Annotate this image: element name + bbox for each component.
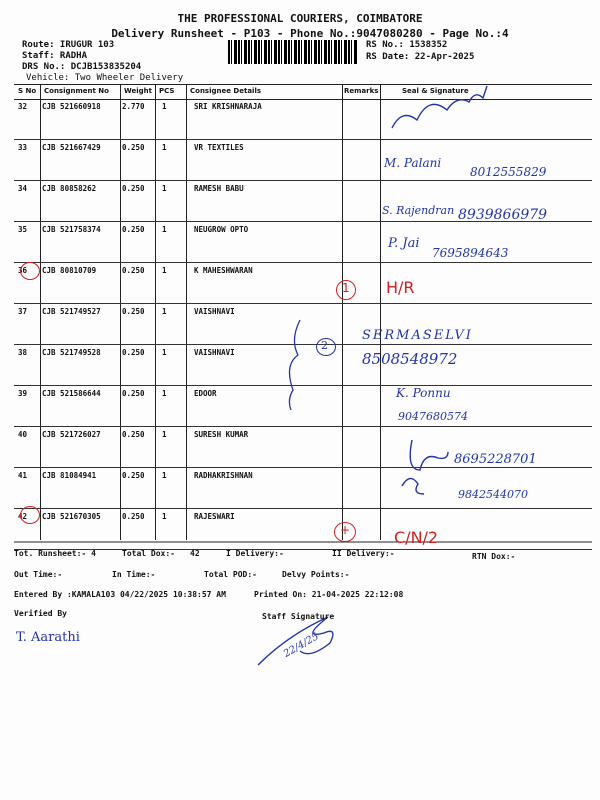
- remark-row-36: H/R: [386, 278, 415, 297]
- signature-scribble: [392, 86, 487, 128]
- staff-signature-date: 22/4/25: [281, 631, 321, 660]
- row-consignee: SURESH KUMAR: [194, 430, 249, 439]
- row-pcs: 1: [162, 348, 167, 357]
- signature-row-39: K. Ponnu: [396, 386, 451, 400]
- company-title: THE PROFESSIONAL COURIERS, COIMBATORE: [177, 12, 423, 25]
- row-consignment: CJB 521758374: [42, 225, 101, 234]
- row-consignee: RAJESWARI: [194, 512, 235, 521]
- row-pcs: 1: [162, 389, 167, 398]
- in-time: In Time:-: [112, 570, 156, 579]
- signature-scribble: [410, 440, 448, 470]
- drs-label: DRS No.: DCJB153835204: [22, 62, 142, 72]
- col-consignment: Consignment No: [44, 87, 109, 95]
- vehicle-label: Vehicle: Two Wheeler Delivery: [26, 73, 184, 83]
- delvy-points: Delvy Points:-: [282, 570, 350, 579]
- row-weight: 0.250: [122, 143, 145, 152]
- row-sno: 36: [18, 266, 28, 275]
- row-sno: 39: [18, 389, 28, 398]
- row-consignee: SRI KRISHNARAJA: [194, 102, 262, 111]
- row-consignee: VAISHNAVI: [194, 348, 235, 357]
- row-weight: 0.250: [122, 225, 145, 234]
- col-seal: Seal & Signature: [402, 87, 469, 95]
- phone-row-40: 8695228701: [454, 452, 537, 467]
- mark-row-42: +: [340, 523, 351, 537]
- row-consignment: CJB 521667429: [42, 143, 101, 152]
- ii-delivery: II Delivery:-: [332, 549, 395, 558]
- phone-row-41: 9842544070: [458, 488, 528, 501]
- row-consignment: CJB 521749527: [42, 307, 101, 316]
- row-weight: 0.250: [122, 348, 145, 357]
- row-pcs: 1: [162, 266, 167, 275]
- row-consignee: NEUGROW OPTO: [194, 225, 249, 234]
- rs-date: RS Date: 22-Apr-2025: [366, 52, 475, 62]
- row-sno: 40: [18, 430, 28, 439]
- col-remarks: Remarks: [344, 87, 379, 95]
- signature-row-34: S. Rajendran: [382, 204, 455, 217]
- tot-runsheet: Tot. Runsheet:- 4: [14, 549, 96, 558]
- row-weight: 2.770: [122, 102, 145, 111]
- col-sno: S No: [18, 87, 37, 95]
- row-pcs: 1: [162, 512, 167, 521]
- col-pcs: PCS: [159, 87, 175, 95]
- row-consignee: VR TEXTILES: [194, 143, 244, 152]
- entered-by: Entered By :KAMALA103 04/22/2025 10:38:57 AM: [14, 590, 226, 599]
- col-consignee: Consignee Details: [190, 87, 262, 95]
- row-sno: 33: [18, 143, 28, 152]
- col-weight: Weight: [124, 87, 152, 95]
- row-consignee: RAMESH BABU: [194, 184, 244, 193]
- verified-by: Verified By: [14, 609, 67, 618]
- row-pcs: 1: [162, 307, 167, 316]
- mark-row-36: 1: [342, 281, 350, 295]
- row-sno: 41: [18, 471, 28, 480]
- row-pcs: 1: [162, 184, 167, 193]
- phone-row-39: 9047680574: [398, 410, 468, 423]
- row-sno: 42: [18, 512, 28, 521]
- total-dox-value: 42: [190, 549, 200, 558]
- remark-row-42: C/N/2: [394, 528, 439, 547]
- total-dox-label: Total Dox:-: [122, 549, 175, 558]
- row-consignment: CJB 521726027: [42, 430, 101, 439]
- row-weight: 0.250: [122, 430, 145, 439]
- signature-row-35: P. Jai: [388, 236, 420, 251]
- row-pcs: 1: [162, 471, 167, 480]
- printed-on: Printed On: 21-04-2025 22:12:08: [254, 590, 404, 599]
- staff-label: Staff: RADHA: [22, 51, 88, 61]
- row-pcs: 1: [162, 143, 167, 152]
- row-pcs: 1: [162, 102, 167, 111]
- row-pcs: 1: [162, 225, 167, 234]
- row-weight: 0.250: [122, 184, 145, 193]
- row-consignment: CJB 521670305: [42, 512, 101, 521]
- row-weight: 0.250: [122, 389, 145, 398]
- phone-row-35: 7695894643: [432, 246, 509, 260]
- mark-row-37: 2: [321, 339, 328, 352]
- row-weight: 0.250: [122, 266, 145, 275]
- phone-row-37: 8508548972: [362, 350, 458, 368]
- red-circle-sno: [20, 506, 40, 524]
- total-pod: Total POD:-: [204, 570, 257, 579]
- row-consignment: CJB 521660918: [42, 102, 101, 111]
- row-sno: 34: [18, 184, 28, 193]
- row-sno: 37: [18, 307, 28, 316]
- signature-row-37: SERMASELVI: [362, 328, 473, 343]
- signature-scribble: [402, 478, 424, 494]
- phone-row-34: 8939866979: [458, 207, 548, 223]
- row-consignment: CJB 521586644: [42, 389, 101, 398]
- row-pcs: 1: [162, 430, 167, 439]
- i-delivery: I Delivery:-: [226, 549, 284, 558]
- row-sno: 32: [18, 102, 28, 111]
- row-consignment: CJB 521749528: [42, 348, 101, 357]
- rs-number: RS No.: 1538352: [366, 40, 448, 50]
- red-circle-sno: [20, 262, 40, 280]
- runsheet-subtitle: Delivery Runsheet - P103 - Phone No.:9047080280 - Page No.:4: [111, 27, 509, 40]
- row-weight: 0.250: [122, 307, 145, 316]
- phone-row-33: 8012555829: [470, 165, 547, 179]
- row-weight: 0.250: [122, 471, 145, 480]
- row-consignment: CJB 80858262: [42, 184, 97, 193]
- row-consignment: CJB 81084941: [42, 471, 97, 480]
- row-consignment: CJB 80810709: [42, 266, 97, 275]
- row-consignee: RADHAKRISHNAN: [194, 471, 253, 480]
- row-sno: 38: [18, 348, 28, 357]
- staff-signature: Staff Signature: [262, 612, 335, 621]
- row-sno: 35: [18, 225, 28, 234]
- rtn-dox: RTN Dox:-: [472, 552, 516, 561]
- route-label: Route: IRUGUR 103: [22, 40, 115, 50]
- bracket-scribble: [289, 320, 300, 410]
- row-consignee: EDOOR: [194, 389, 217, 398]
- verified-signature: T. Aarathi: [16, 630, 80, 645]
- out-time: Out Time:-: [14, 570, 63, 579]
- signature-row-33: M. Palani: [384, 156, 442, 170]
- row-consignee: VAISHNAVI: [194, 307, 235, 316]
- row-weight: 0.250: [122, 512, 145, 521]
- row-consignee: K MAHESHWARAN: [194, 266, 253, 275]
